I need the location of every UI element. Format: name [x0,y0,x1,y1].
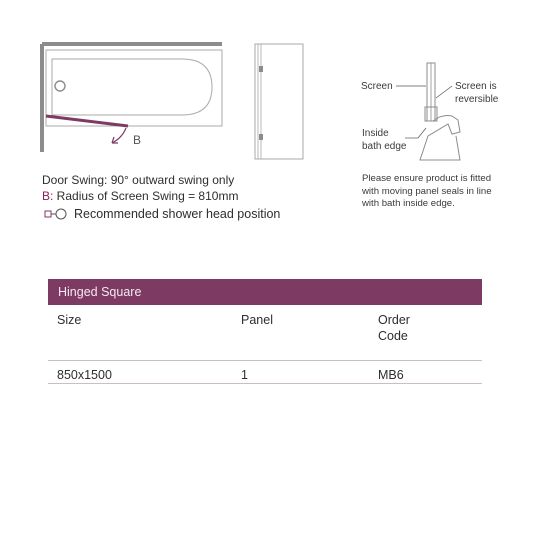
table-cell-order-code: MB6 [378,368,404,382]
callout-screen: Screen [361,81,393,92]
note-line: with moving panel seals in line [362,185,492,197]
table-cell-panel: 1 [241,368,248,382]
shower-head-icon [44,208,68,220]
fitting-note [362,173,492,211]
bath-plan-drawing [42,44,222,152]
column-header-order-code [378,312,410,344]
upper-hinge [259,66,263,72]
screen-panel-plan [46,116,128,126]
technical-diagram [0,0,560,260]
column-header-order-line1: Order [378,313,410,327]
radius-text [42,189,238,203]
radius-key: B: [42,189,54,203]
callout-inside-1: Inside [362,128,389,139]
column-header-size: Size [57,313,82,327]
table-title-bar: Hinged Square [48,279,482,305]
swing-label: B [133,133,142,147]
column-header-panel: Panel [241,313,273,327]
table-divider [48,360,482,361]
callout-inside-2: bath edge [362,141,407,152]
callout-screen-reversible-1: Screen is [455,81,497,92]
recommended-text: Recommended shower head position [74,207,281,221]
table-bottom-rule [48,383,482,384]
table-cell-size: 850x1500 [57,368,112,382]
shower-head-position-icon [55,81,65,91]
door-swing-text: Door Swing: 90° outward swing only [42,173,235,187]
note-line: Please ensure product is fitted [362,173,492,184]
recommended-position-row [44,207,280,221]
lower-hinge [259,134,263,140]
note-line: with bath inside edge. [362,198,455,209]
column-header-order-line2: Code [378,329,408,343]
screen-elevation-drawing [255,44,303,159]
callout-screen-reversible-2: reversible [455,94,499,105]
radius-value: Radius of Screen Swing = 810mm [53,189,239,203]
